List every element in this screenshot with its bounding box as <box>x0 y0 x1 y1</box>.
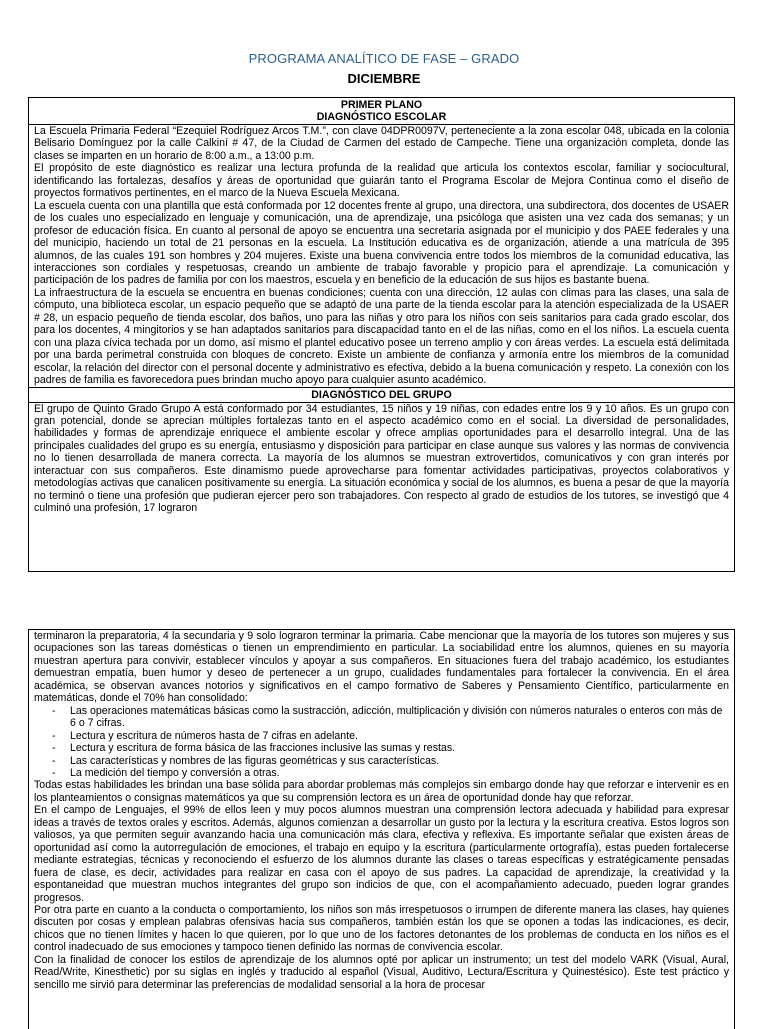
diagnostico-escolar-content <box>29 125 734 387</box>
paragraph: La Escuela Primaria Federal “Ezequiel Rodríguez Arcos T.M.”, con clave 04DPR0097V, perteneciente a la zona escolar 048, ubicada en la colonia Belisario Domínguez por la calle Calkiní # 47, de la Ciudad de Carmen del estado de Campeche. Tiene una organización completa, donde las clases se imparten en un horario de 8:00 a.m., a 13:00 p.m. <box>34 125 729 162</box>
paragraph: El grupo de Quinto Grado Grupo A está conformado por 34 estudiantes, 15 niños y 19 niñas, con edades entre los 9 y 10 años. Es un grupo con gran potencial, donde se aprecian múltiples fortalezas tanto en el aspecto académico como en el social. La diversidad de personalidades, habilidades y formas de aprendizaje enriquece el ambiente escolar y ofrece amplias oportunidades para el desarrollo integral. Una de las principales cualidades del grupo es su energía, entusiasmo y disposición para participar en clase aunque sus valores y las normas de convivencia no lo tienen desarrollada de manera correcta. La mayoría de los alumnos se muestran extrovertidos, comunicativos y con gran interés por interactuar con sus compañeros. Este dinamismo puede aprovecharse para fomentar actividades participativas, proyectos colaborativos y metodologías activas que canalicen positivamente su energía. La situación económica y social de los alumnos, es buena a pesar de que la mayoría no terminó o tiene una profesión que pudieran ejercer pero son trabajadores. Con respecto al grado de estudios de los tutores, se investigó que 4 culminó una profesión, 17 lograron <box>34 402 729 515</box>
heading-primer-plano: PRIMER PLANO <box>340 99 423 111</box>
paragraph: En el campo de Lenguajes, el 99% de ellos leen y muy pocos alumnos muestran una comprensión lectora adecuada y habilidad para expresar ideas a través de textos orales y escritos. Además, algunos comienzan a desarrollar un gusto por la lectura y la escritura creativa. Estos logros son valiosos, ya que permiten seguir avanzando hacia una comunicación más clara, efectiva y reflexiva. Es importante señalar que existen áreas de oportunidad así como la autorregulación de emociones, el trabajo en equipo y la escritura (particularmente ortografía), estas pueden fortalecerse mediante estrategias, técnicas y reconociendo el esfuerzo de los alumnos durante las clases o tareas específicas y estratégicamente pensadas fuera de clase, es decir, actividades para realizar en casa con el apoyo de sus padres. La capacidad de aprendizaje, la creatividad y la espontaneidad que muestran muchos integrantes del grupo son indicios de que, con el acompañamiento adecuado, pueden lograr grandes progresos. <box>34 804 729 904</box>
list-item: - Las características y nombres de las figuras geométricas y sus características. <box>52 755 729 767</box>
paragraph: Todas estas habilidades les brindan una base sólida para abordar problemas más complejos sin embargo donde hay que reforzar e intervenir es en los planteamientos o consignas matemáticos ya que su comprensión lectora es un área de oportunidad donde hay que reforzar. <box>34 779 729 804</box>
section-heading-primer-plano <box>29 98 734 125</box>
paragraph: Por otra parte en cuanto a la conducta o comportamiento, los niños son más irrespetuosos o irrumpen de diferente manera las clases, hay quienes discuten por cosas y emplean palabras ofensivas hacia sus compañeros, también están los que se oponen a todas las indicaciones, es decir, chicos que no tienen límites y hacen lo que quieren, por lo que uno de los factores detonantes de los problemas de conducta en los niños es el control inadecuado de sus emociones y tampoco tienen definido las normas de convivencia escolar. <box>34 903 729 954</box>
document-title: PROGRAMA ANALÍTICO DE FASE – GRADO <box>248 51 520 66</box>
list-item: - La medición del tiempo y conversión a otras. <box>52 767 729 779</box>
list-item: - Lectura y escritura de forma básica de las fracciones inclusive las sumas y restas. <box>52 742 729 754</box>
paragraph: La infraestructura de la escuela se encuentra en buenas condiciones; cuenta con una dirección, 12 aulas con climas para las clases, una sala de cómputo, una biblioteca escolar, un espacio pequeño que se adaptó de una parte de la tienda escolar para la atención especializada de la USAER # 28, un espacio pequeño de tienda escolar, dos baños, uno para las niñas y otro para los niños con seis sanitarios para cada grado escolar, dos para los docentes, 4 mingitorios y se han adaptados sanitarios para discapacidad tanto en el de las niñas, como en el los niños. La escuela cuenta con una plaza cívica techada por un domo, así mismo el plantel educativo posee un terreno amplio y con áreas verdes. La escuela está delimitada por una barda perimetral construida con bloques de concreto. Existe un ambiente de confianza y armonía entre los miembros de la comunidad escolar, la relación del director con el personal docente y administrativo es efectiva, debido a la buena comunicación y respeto. La conexión con los padres de familia es favorecedora pues brindan mucho apoyo para cualquier asunto académico. <box>34 286 729 387</box>
diagnostico-table-page2 <box>28 629 735 1029</box>
diagnostico-grupo-continued <box>29 630 734 991</box>
diagnostico-table-page1 <box>28 97 735 572</box>
list-item: - Lectura y escritura de números hasta de 7 cifras en adelante. <box>52 730 729 742</box>
paragraph: terminaron la preparatoria, 4 la secundaria y 9 solo lograron terminar la primaria. Cabe mencionar que la mayoría de los tutores son mujeres y sus ocupaciones son las tareas domésticas o tienen un emprendimiento en particular. La sociabilidad entre los alumnos, quienes en su mayoría muestran apertura para convivir, establecer vínculos y apoyar a sus compañeros. En situaciones fuera del trabajo académico, los estudiantes demuestran empatía, buen humor y deseo de pertenecer a un grupo, cualidades fundamentales para fortalecer la convivencia. En el área académica, se observan avances notorios y significativos en el campo formativo de Saberes y Pensamiento Científico, particularmente en matemáticas, donde el 70% han consolidado: <box>34 630 729 705</box>
diagnostico-grupo-content <box>29 403 734 515</box>
consolidated-skills-list <box>34 705 729 780</box>
document-month: DICIEMBRE <box>347 71 421 86</box>
list-item: - Las operaciones matemáticas básicas como la sustracción, adicción, multiplicación y división con números naturales o enteros con más de 6 o 7 cifras. <box>52 705 729 730</box>
heading-diagnostico-escolar: DIAGNÓSTICO ESCOLAR <box>316 111 447 123</box>
paragraph: La escuela cuenta con una plantilla que está conformada por 12 docentes frente al grupo, una directora, una subdirectora, dos docentes de USAER de los cuales uno especializado en lenguaje y comunicación, una de aprendizaje, una psicóloga que asisten una vez cada dos semanas; y un profesor de educación física. En cuanto al personal de apoyo se encuentra una secretaria asignada por el municipio y dos PAEE federales y una del municipio, haciendo un total de 21 personas en la escuela. La Institución educativa es de organización, atiende a una matrícula de 395 alumnos, de las cuales 191 son hombres y 204 mujeres. Existe una buena convivencia entre todos los miembros de la comunidad educativa, las interacciones son cordiales y respetuosas, creando un ambiente de trabajo favorable y propicio para el aprendizaje. La comunicación y participación de los padres de familia por con los maestros, escuela y en beneficio de la educación de sus hijos es bastante buena. <box>34 199 729 287</box>
paragraph: El propósito de este diagnóstico es realizar una lectura profunda de la realidad que articula los contextos escolar, familiar y sociocultural, identificando las fortalezas, desafíos y áreas de oportunidad que guiarán tanto el Programa Escolar de Mejora Continua como el diseño de proyectos formativos pertinentes, en el marco de la Nueva Escuela Mexicana. <box>34 162 729 200</box>
heading-diagnostico-del-grupo: DIAGNÓSTICO DEL GRUPO <box>29 387 734 403</box>
paragraph: Con la finalidad de conocer los estilos de aprendizaje de los alumnos opté por aplicar un instrumento; un test del modelo VARK (Visual, Aural, Read/Write, Kinesthetic) por su siglas en inglés y traducido al español (Visual, Auditivo, Lectura/Escritura y Quinestésico). Este test práctico y sencillo me sirvió para determinar las preferencias de modalidad sensorial a la hora de procesar <box>34 953 729 991</box>
